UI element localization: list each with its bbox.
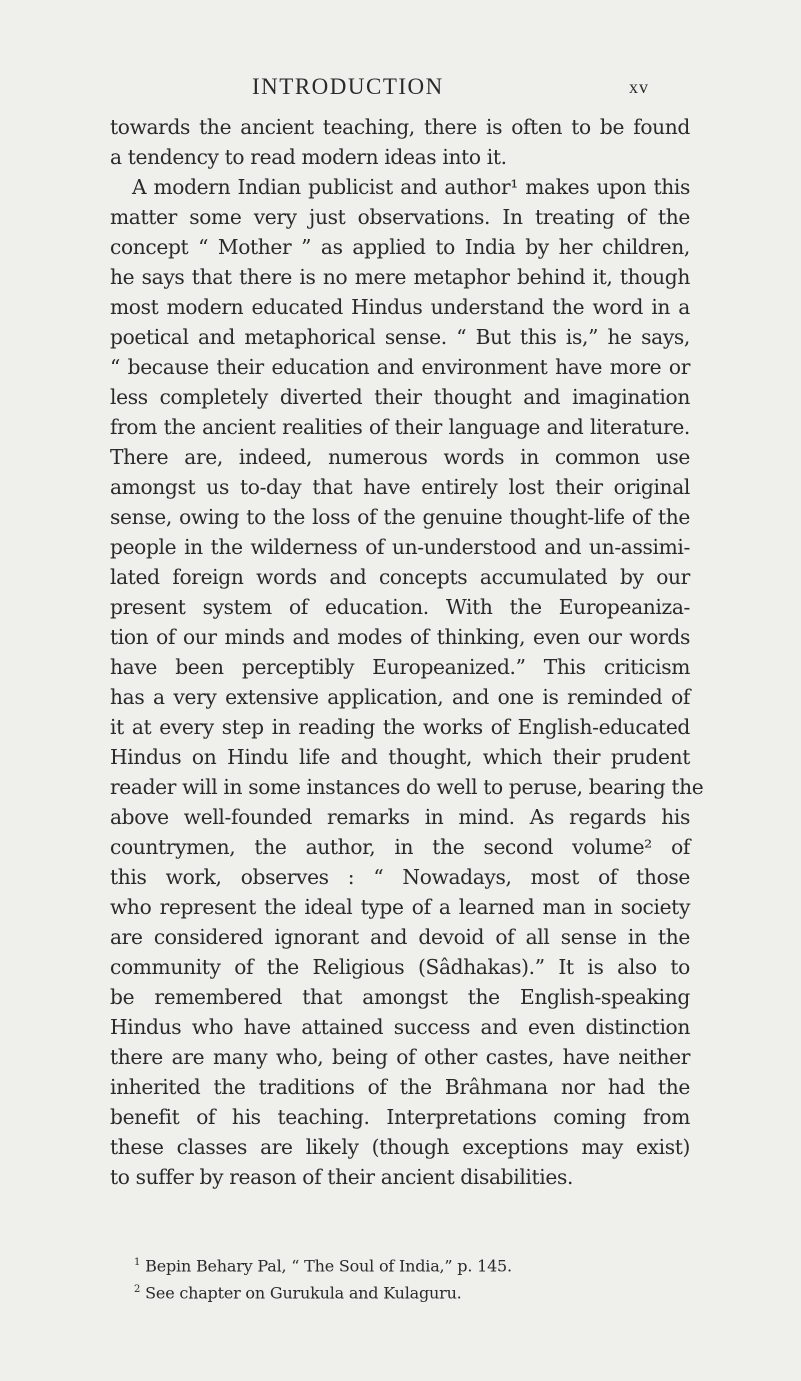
text-line: amongst us to-day that have entirely lost their original — [110, 475, 690, 499]
text-line: There are, indeed, numerous words in common use — [110, 445, 690, 469]
text-line: reader will in some instances do well to peruse, bearing the — [110, 775, 704, 799]
text-line: be remembered that amongst the English-speaking — [110, 985, 690, 1009]
text-line: to suffer by reason of their ancient disabilities. — [110, 1165, 574, 1189]
text-line: present system of education. With the Europeaniza- — [110, 595, 690, 619]
footnote-text: See chapter on Gurukula and Kulaguru. — [145, 1283, 462, 1303]
text-line: inherited the traditions of the Brâhmana nor had the — [110, 1075, 690, 1099]
text-line: “ because their education and environment have more or — [110, 355, 690, 379]
text-line: benefit of his teaching. Interpretations coming from — [110, 1105, 690, 1129]
text-line: towards the ancient teaching, there is often to be found — [110, 115, 690, 139]
text-line: countrymen, the author, in the second volume² of — [110, 835, 690, 859]
text-line: people in the wilderness of un-understood and un-assimi- — [110, 535, 690, 559]
text-line: matter some very just observations. In treating of the — [110, 205, 690, 229]
text-line: community of the Religious (Sâdhakas).” It is also to — [110, 955, 690, 979]
text-line: it at every step in reading the works of English-educated — [110, 715, 690, 739]
text-line: poetical and metaphorical sense. “ But this is,” he says, — [110, 325, 690, 349]
footnote-mark: 1 — [134, 1257, 141, 1268]
text-line: these classes are likely (though exceptions may exist) — [110, 1135, 690, 1159]
text-line: from the ancient realities of their language and literature. — [110, 415, 690, 439]
footnote-mark: 2 — [134, 1284, 141, 1296]
text-line: has a very extensive application, and one is reminded of — [110, 685, 690, 709]
text-line: less completely diverted their thought and imagination — [110, 385, 690, 409]
text-line: most modern educated Hindus understand the word in a — [110, 295, 690, 319]
page-number: xv — [629, 77, 649, 97]
text-line: this work, observes : “ Nowadays, most of those — [110, 865, 690, 889]
text-line: Hindus who have attained success and even distinction — [110, 1015, 690, 1039]
text-line: there are many who, being of other castes, have neither — [110, 1045, 690, 1069]
text-line: he says that there is no mere metaphor behind it, though — [110, 265, 690, 289]
text-line: a tendency to read modern ideas into it. — [110, 145, 507, 169]
footnote-text: Bepin Behary Pal, “ The Soul of India,” p. 145. — [145, 1256, 512, 1276]
footnote-1 — [118, 1251, 690, 1278]
text-line: Hindus on Hindu life and thought, which their prudent — [110, 745, 690, 769]
text-line: concept “ Mother ” as applied to India by her children, — [110, 235, 690, 259]
text-line: have been perceptibly Europeanized.” This criticism — [110, 655, 690, 679]
body-text — [110, 112, 704, 1192]
text-line: tion of our minds and modes of thinking, even our words — [110, 625, 690, 649]
text-line: above well-founded remarks in mind. As regards his — [110, 805, 690, 829]
text-line: are considered ignorant and devoid of all sense in the — [110, 925, 690, 949]
text-line: lated foreign words and concepts accumulated by our — [110, 565, 690, 589]
running-head: INTRODUCTION — [252, 74, 444, 99]
footnotes — [118, 1251, 690, 1306]
text-line: sense, owing to the loss of the genuine thought-life of the — [110, 505, 690, 529]
text-line: who represent the ideal type of a learned man in society — [110, 895, 690, 919]
page-header — [0, 74, 801, 114]
text-line: A modern Indian publicist and author¹ makes upon this — [132, 175, 690, 199]
footnote-2 — [118, 1278, 690, 1305]
